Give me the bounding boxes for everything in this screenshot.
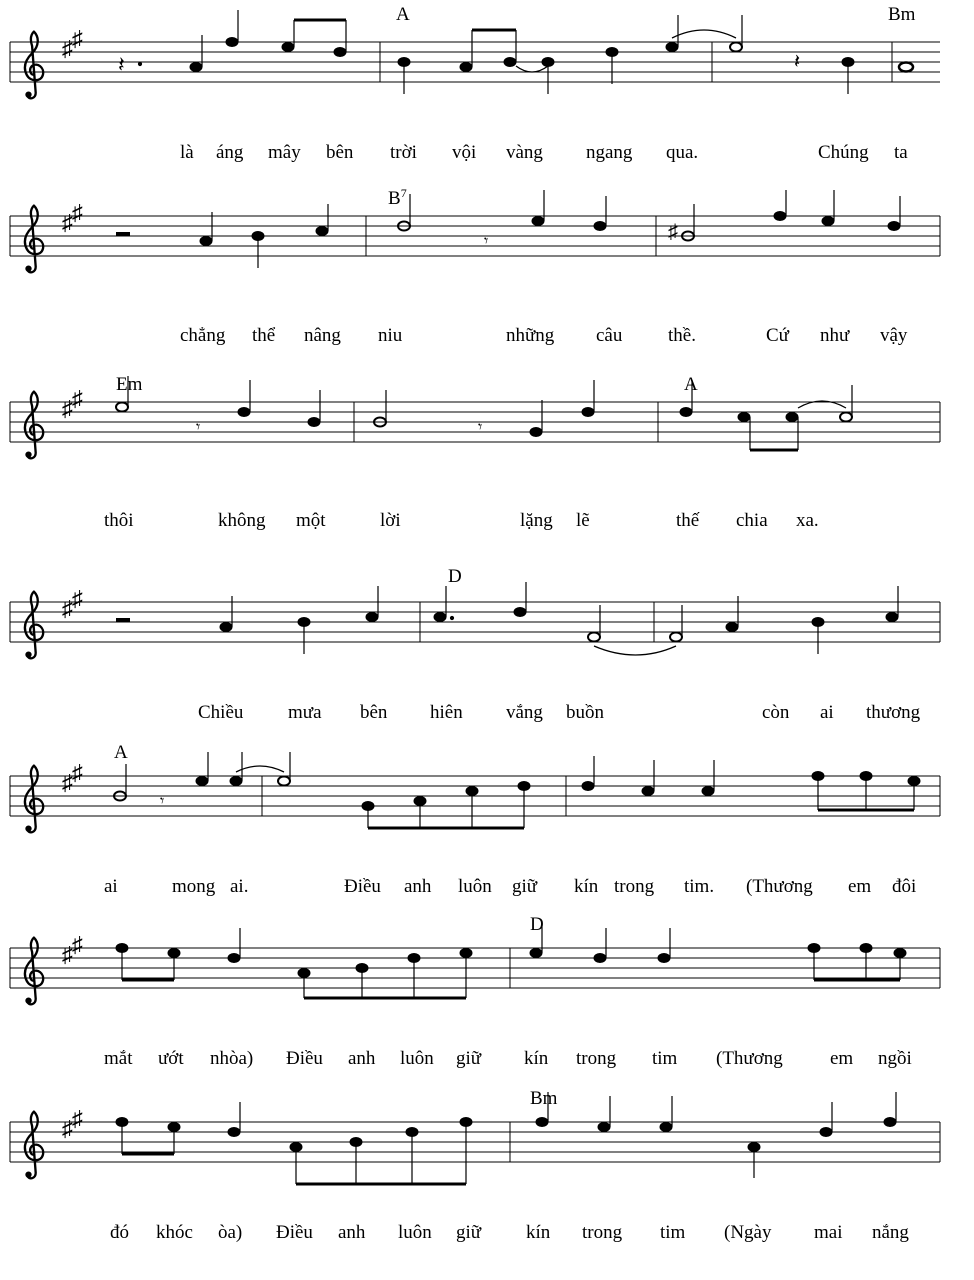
lyric-syllable: tim [652, 1048, 678, 1069]
lyrics [110, 1222, 909, 1243]
lyric-syllable: mắt [104, 1048, 133, 1069]
system-1 [10, 4, 940, 163]
lyric-syllable: nhòa) [210, 1048, 254, 1069]
lyric-syllable: Điều [344, 876, 381, 897]
lyric-syllable: ta [894, 142, 908, 163]
lyric-syllable: trong [576, 1048, 617, 1069]
lyric-syllable: thể [252, 325, 276, 346]
lyric-syllable: bên [326, 142, 354, 163]
sharp-icon: ♯ [72, 200, 83, 225]
lyric-syllable: tim. [684, 876, 715, 897]
lyrics [104, 510, 819, 531]
lyric-syllable: áng [216, 142, 244, 163]
chord-symbol: Bm [888, 4, 916, 25]
lyric-syllable: anh [404, 876, 432, 897]
svg-text:𝄾: 𝄾 [160, 793, 165, 810]
svg-text:𝄽: 𝄽 [118, 52, 125, 77]
lyric-syllable: luôn [398, 1222, 432, 1243]
lyric-syllable: mưa [288, 702, 322, 723]
svg-text:♯: ♯ [668, 221, 678, 243]
lyric-syllable: những [506, 325, 555, 346]
staff [10, 602, 940, 642]
lyric-syllable: giữ [512, 876, 538, 897]
sharp-icon: ♯ [62, 596, 73, 621]
lyric-syllable: giữ [456, 1048, 482, 1069]
sharp-icon: ♯ [72, 586, 83, 611]
staff [10, 1122, 940, 1162]
lyric-syllable: một [296, 510, 326, 531]
lyric-syllable: vậy [880, 325, 908, 346]
sharp-icon: ♯ [72, 386, 83, 411]
svg-text:𝄾: 𝄾 [478, 419, 483, 436]
svg-text:𝄾: 𝄾 [484, 233, 489, 250]
lyric-syllable: ai [104, 876, 118, 897]
lyric-syllable: xa. [796, 510, 819, 531]
lyric-syllable: em [830, 1048, 854, 1069]
lyric-syllable: như [820, 325, 850, 346]
lyric-syllable: vàng [506, 142, 543, 163]
lyric-syllable: thương [866, 702, 921, 723]
lyric-syllable: anh [348, 1048, 376, 1069]
sharp-icon: ♯ [72, 1106, 83, 1131]
sharp-icon: ♯ [62, 36, 73, 61]
lyric-syllable: lặng [520, 510, 553, 531]
lyrics [180, 142, 908, 163]
lyric-syllable: òa) [218, 1222, 243, 1243]
lyric-syllable: ai [820, 702, 834, 723]
notes [114, 752, 920, 828]
staff [10, 402, 940, 442]
system-2 [10, 186, 940, 346]
notes [116, 924, 906, 998]
sharp-icon: ♯ [62, 210, 73, 235]
lyrics [104, 1048, 912, 1069]
lyric-syllable: là [180, 142, 194, 163]
system-3 [10, 374, 940, 531]
lyric-syllable: Chúng [818, 142, 869, 163]
notes [116, 376, 852, 450]
lyric-syllable: bên [360, 702, 388, 723]
lyric-syllable: kín [574, 876, 599, 897]
lyrics [180, 325, 908, 346]
lyric-syllable: (Ngày [724, 1222, 772, 1243]
svg-text:𝄽: 𝄽 [794, 51, 801, 73]
lyric-syllable: lẽ [576, 510, 590, 531]
notes [116, 1092, 896, 1184]
chord-symbol: Bm [530, 1088, 558, 1109]
lyric-syllable: chia [736, 510, 768, 531]
chord-symbol: $B^7$ [388, 186, 407, 209]
lyric-syllable: luôn [458, 876, 492, 897]
lyric-syllable: đôi [892, 876, 917, 897]
lyric-syllable: nắng [872, 1222, 909, 1243]
lyric-syllable: ướt [158, 1048, 184, 1069]
lyric-syllable: không [218, 510, 266, 531]
lyric-syllable: buồn [566, 702, 604, 723]
staff [10, 42, 940, 82]
lyrics [104, 876, 916, 897]
lyric-syllable: thề. [668, 325, 696, 346]
svg-text:𝄾: 𝄾 [196, 419, 201, 436]
chord-symbol: D [530, 914, 544, 935]
sharp-icon: ♯ [72, 26, 83, 51]
lyric-syllable: hiên [430, 702, 463, 723]
lyric-syllable: ai. [230, 876, 249, 897]
sharp-icon: ♯ [62, 770, 73, 795]
sharp-icon: ♯ [72, 932, 83, 957]
lyric-syllable: (Thương [746, 876, 813, 897]
sharp-icon: ♯ [72, 760, 83, 785]
lyrics [198, 702, 921, 723]
lyric-syllable: mai [814, 1222, 843, 1243]
lyric-syllable: ngang [586, 142, 633, 163]
chord-symbol: A [684, 374, 698, 395]
lyric-syllable: trong [614, 876, 655, 897]
staff [10, 948, 940, 988]
lyric-syllable: còn [762, 702, 790, 723]
chord-symbol: D [448, 566, 462, 587]
lyric-syllable: Cứ [766, 325, 789, 346]
sharp-icon: ♯ [62, 396, 73, 421]
lyric-syllable: anh [338, 1222, 366, 1243]
lyric-syllable: trong [582, 1222, 623, 1243]
lyric-syllable: lời [380, 510, 401, 531]
lyric-syllable: giữ [456, 1222, 482, 1243]
lyric-syllable: (Thương [716, 1048, 783, 1069]
lyric-syllable: luôn [400, 1048, 434, 1069]
staff [10, 776, 940, 816]
lyric-syllable: Điều [276, 1222, 313, 1243]
lyric-syllable: nâng [304, 325, 341, 346]
lyric-syllable: câu [596, 325, 623, 346]
lyric-syllable: mong [172, 876, 216, 897]
lyric-syllable: vắng [506, 702, 543, 723]
lyric-syllable: thế [676, 510, 700, 531]
chord-symbol: A [114, 742, 128, 763]
lyric-syllable: qua. [666, 142, 699, 163]
lyric-syllable: chẳng [180, 325, 226, 346]
lyric-syllable: kín [524, 1048, 549, 1069]
lyric-syllable: khóc [156, 1222, 193, 1243]
system-6 [10, 914, 940, 1069]
lyric-syllable: em [848, 876, 872, 897]
lyric-syllable: mây [268, 142, 301, 163]
lyric-syllable: tim [660, 1222, 686, 1243]
notes [116, 582, 898, 655]
sharp-icon: ♯ [62, 1116, 73, 1141]
staff [10, 216, 940, 256]
system-4 [10, 566, 940, 723]
chord-symbol: A [396, 4, 410, 25]
lyric-syllable: trời [390, 142, 417, 163]
lyric-syllable: vội [452, 142, 477, 163]
system-5 [10, 742, 940, 897]
lyric-syllable: kín [526, 1222, 551, 1243]
lyric-syllable: Chiều [198, 702, 244, 723]
lyric-syllable: thôi [104, 510, 134, 531]
lyric-syllable: niu [378, 325, 403, 346]
sharp-icon: ♯ [62, 942, 73, 967]
chord-symbol: Em [116, 374, 143, 395]
system-7 [10, 1088, 940, 1243]
lyric-syllable: Điều [286, 1048, 323, 1069]
lyric-syllable: đó [110, 1222, 129, 1243]
lyric-syllable: ngồi [878, 1048, 912, 1069]
